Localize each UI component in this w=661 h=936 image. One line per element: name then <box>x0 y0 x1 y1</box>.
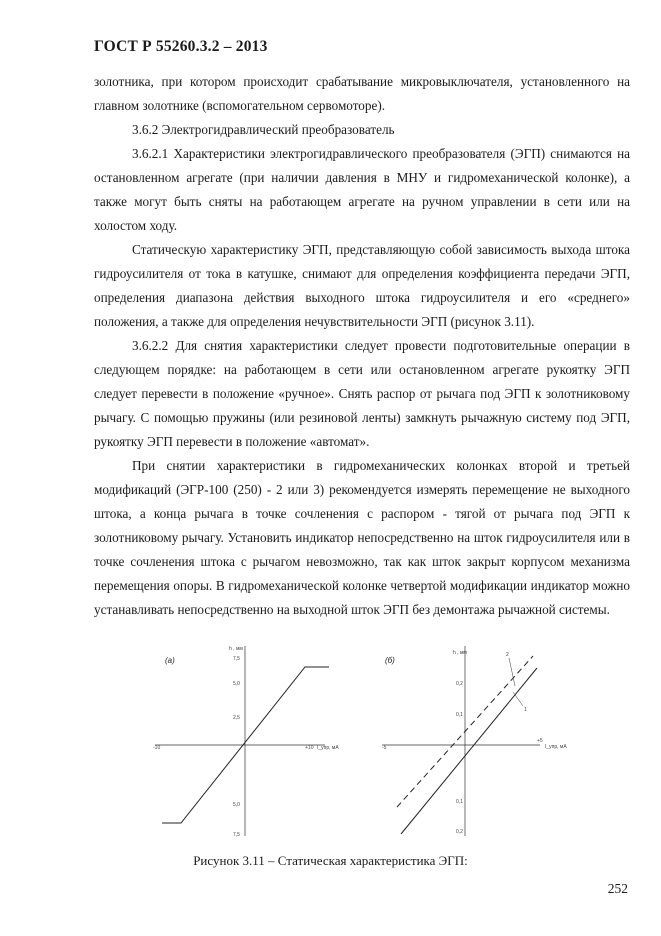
panel-b-x-left-tick: -5 <box>382 745 387 751</box>
paragraph: Статическую характеристику ЭГП, представляющую собой зависимость выхода штока гидроусилителя от тока в катушке, снимают для определения коэффициента передачи ЭГП, определения диапазона действия выходного штока гидроусилителя и его «среднего» положения, а также для определения нечувствительности ЭГП (рисунок 3.11). <box>94 242 630 329</box>
panel-a-y-tick: 5,0 <box>233 681 240 687</box>
body-text <box>94 70 630 622</box>
paragraph: 3.6.2.2 Для снятия характеристики следует провести подготовительные операции в следующем порядке: на работающем в сети или остановленном агрегате рукоятку ЭГП следует перевести в положение «ручное». Снять распор от рычага под ЭГП к золотниковому рычагу. С помощью пружины (или резиновой ленты) замкнуть рычажную систему под ЭГП, рукоятку ЭГП перевести в положение «автомат». <box>94 338 630 449</box>
panel-b <box>382 646 567 836</box>
figure-3-11 <box>145 636 590 841</box>
panel-b-x-label: I_упр, мА <box>545 744 567 750</box>
panel-a-y-tick: 2,5 <box>233 715 240 721</box>
panel-a-y-label: h , мм <box>229 646 243 652</box>
panel-b-y-tick: 0,1 <box>456 799 463 805</box>
figure-caption: Рисунок 3.11 – Статическая характеристика ЭГП: <box>193 853 468 868</box>
figure-graphic <box>145 636 590 841</box>
panel-a-x-label: I_упр, мА <box>317 745 339 751</box>
panel-b-leader-2 <box>509 658 515 686</box>
panel-b-y-tick: 0,1 <box>456 712 463 718</box>
panel-a-label: (а) <box>165 656 175 665</box>
panel-a-x-left-tick: -10 <box>153 745 161 751</box>
panel-b-leader-1 <box>513 692 523 706</box>
panel-b-label: (б) <box>385 656 395 665</box>
document-header: ГОСТ Р 55260.3.2 – 2013 <box>94 38 268 55</box>
panel-a-y-tick: 7,5 <box>233 832 240 838</box>
panel-a-x-right-tick: +10 <box>305 745 314 751</box>
panel-a <box>153 646 339 838</box>
panel-b-y-label: h , мм <box>453 650 467 656</box>
panel-b-y-tick: 0,2 <box>456 829 463 835</box>
panel-b-curve-label-2: 2 <box>506 652 509 658</box>
panel-b-curve-label-1: 1 <box>524 707 527 713</box>
panel-a-y-tick: 7,5 <box>233 656 240 662</box>
panel-a-y-tick: 5,0 <box>233 802 240 808</box>
panel-b-curve-1 <box>401 668 537 834</box>
paragraph: 3.6.2.1 Характеристики электрогидравлического преобразователя (ЭГП) снимаются на остановленном агрегате (при наличии давления в МНУ и гидромеханической колонке), а также могут быть сняты на работающем агрегате на ручном управлении в сети или на холостом ходу. <box>94 146 630 233</box>
page-number: 252 <box>607 881 628 896</box>
paragraph: золотника, при котором происходит срабатывание микровыключателя, установленного на главном золотнике (вспомогательном сервомоторе). <box>94 74 630 113</box>
section-heading: 3.6.2 Электрогидравлический преобразователь <box>132 122 395 137</box>
paragraph: При снятии характеристики в гидромеханических колонках второй и третьей модификаций (ЭГР-100 (250) - 2 или 3) рекомендуется измерять перемещение не выходного штока, а конца рычага в точке сочленения с распором - тягой от рычага под ЭГП к золотниковому рычагу. Установить индикатор непосредственно на шток гидроусилителя или в точке сочленения штока с рычагом невозможно, так как шток закрыт корпусом механизма перемещения опоры. В гидромеханической колонке четвертой модификации индикатор можно устанавливать непосредственно на выходной шток ЭГП без демонтажа рычажной системы. <box>94 458 630 617</box>
panel-b-x-right-tick: +5 <box>537 738 543 744</box>
panel-b-y-tick: 0,2 <box>456 681 463 687</box>
